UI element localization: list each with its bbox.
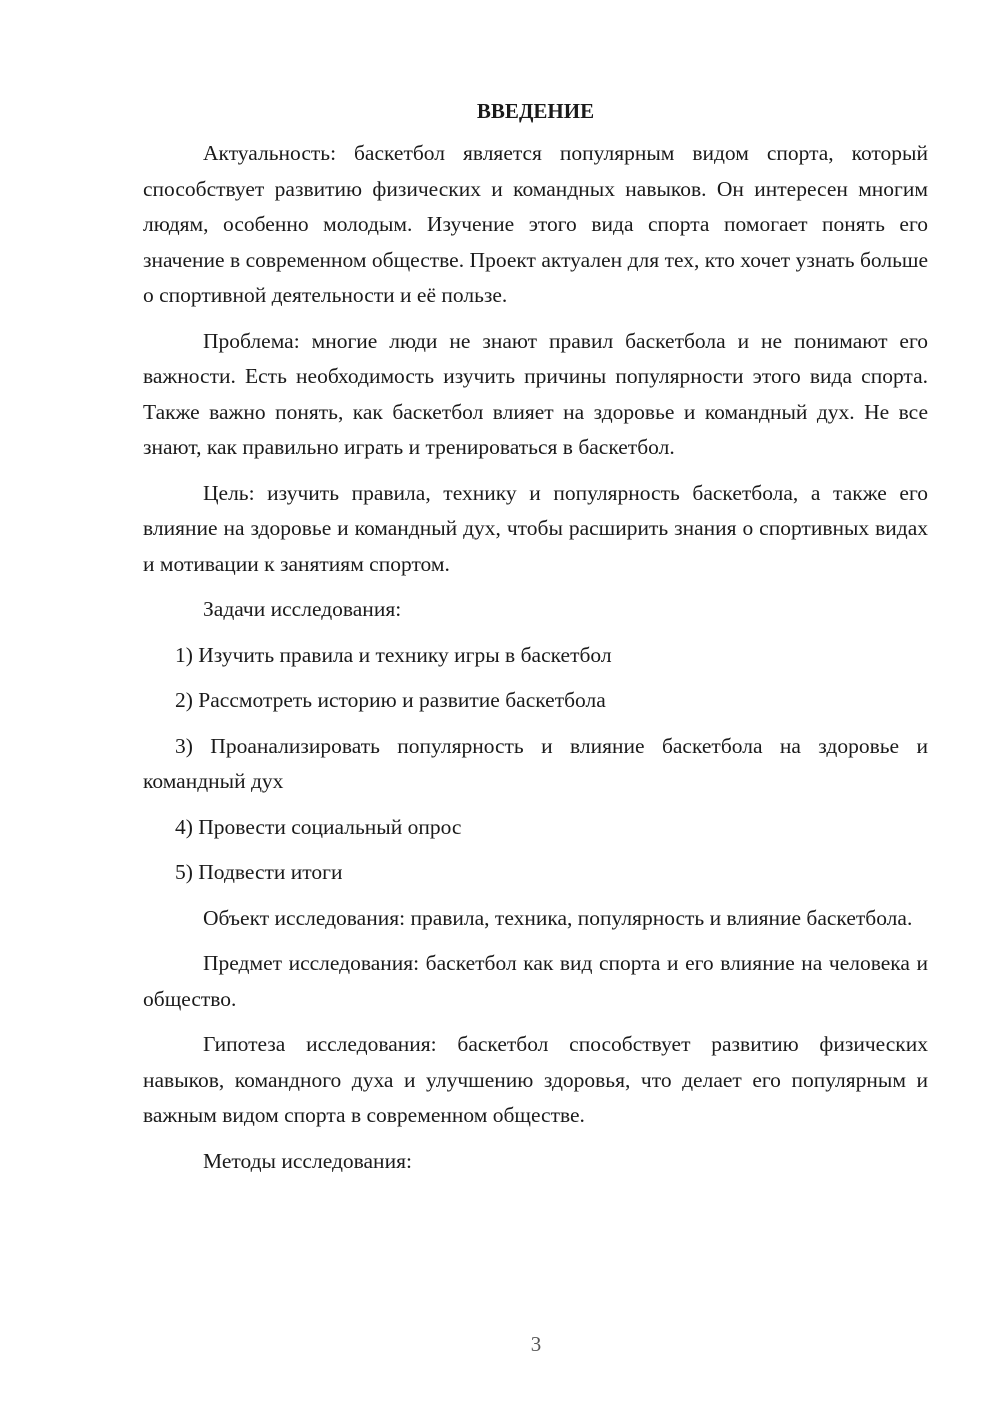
task-item-4: 4) Провести социальный опрос (175, 814, 462, 839)
task-item-2: 2) Рассмотреть историю и развитие баскетбола (175, 688, 606, 712)
methods-heading: Методы исследования: (203, 1148, 412, 1173)
subject-paragraph: Предмет исследования: баскетбол как вид спорта и его влияние на человека и общество. (143, 951, 928, 1011)
task-item-5: 5) Подвести итоги (175, 860, 343, 884)
hypothesis-paragraph: Гипотеза исследования: баскетбол способствует развитию физических навыков, командного духа и улучшению здоровья, что делает его популярным и важным видом спорта в современном обществе. (143, 1032, 928, 1127)
page-number: 3 (530, 1332, 542, 1356)
problem-paragraph: Проблема: многие люди не знают правил баскетбола и не понимают его важности. Есть необходимость изучить причины популярности этого вида спорта. Также важно понять, как баскетбол влияет на здоровье и командный дух. Не все знают, как правильно играть и тренироваться в баскетбол. (143, 328, 928, 459)
task-item-3: 3) Проанализировать популярность и влияние баскетбола на здоровье и командный дух (143, 733, 928, 793)
relevance-paragraph: Актуальность: баскетбол является популярным видом спорта, который способствует развитию физических и командных навыков. Он интересен многим людям, особенно молодым. Изучение этого вида спорта помогает понять его значение в современном обществе. Проект актуален для тех, кто хочет узнать больше о спортивной деятельности и её пользе. (143, 141, 928, 307)
object-paragraph: Объект исследования: правила, техника, популярность и влияние баскетбола. (203, 905, 913, 930)
goal-paragraph: Цель: изучить правила, технику и популярность баскетбола, а также его влияние на здоровье и командный дух, чтобы расширить знания о спортивных видах и мотивации к занятиям спортом. (143, 480, 928, 576)
task-item-1: 1) Изучить правила и технику игры в баскетбол (175, 642, 612, 667)
document-page (143, 96, 928, 1189)
page-title: ВВЕДЕНИЕ (476, 99, 595, 123)
tasks-heading: Задачи исследования: (203, 597, 402, 621)
